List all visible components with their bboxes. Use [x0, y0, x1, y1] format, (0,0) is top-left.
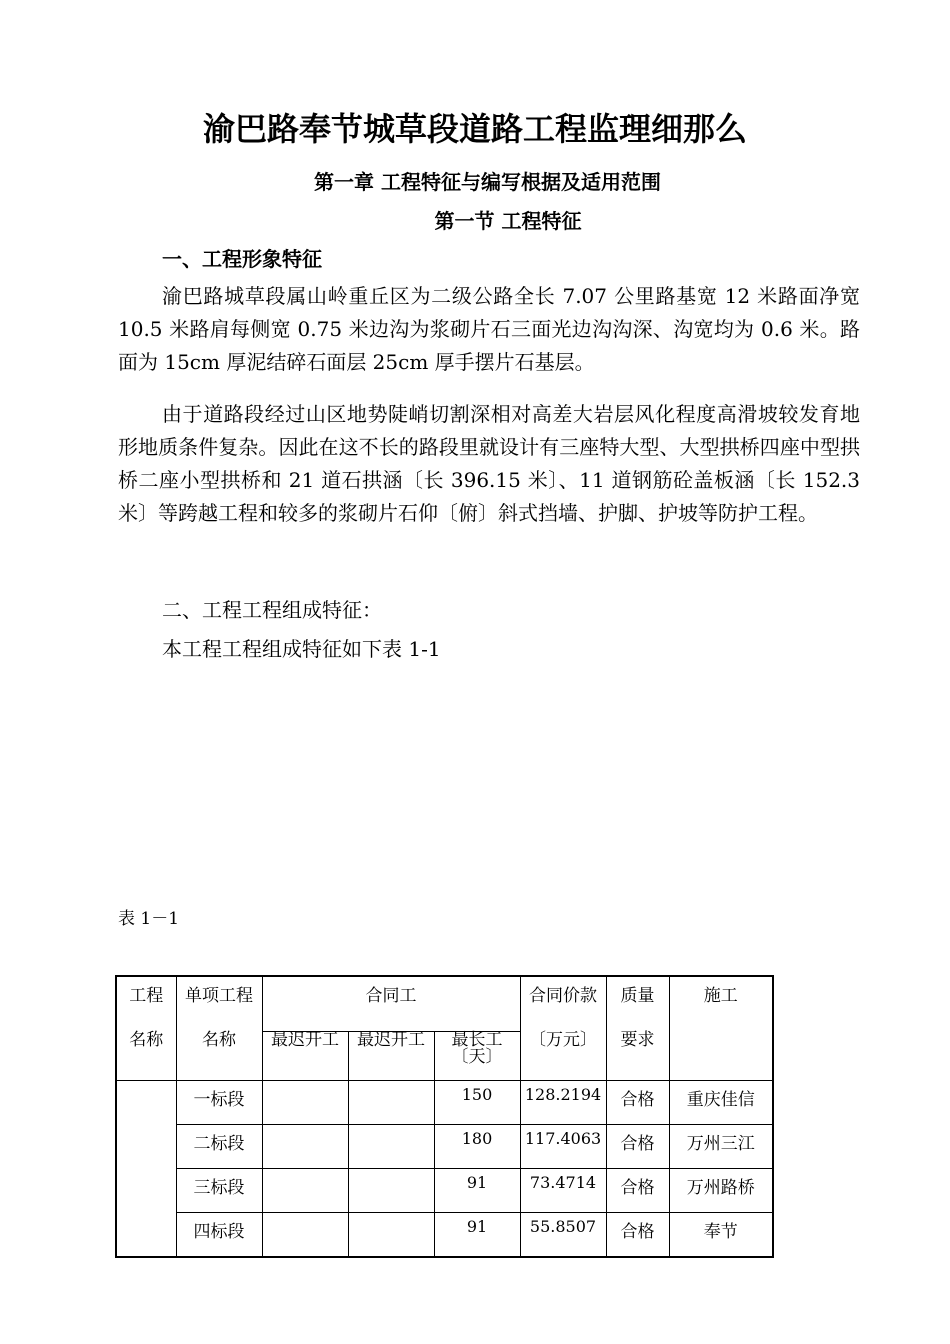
- header-contract: 合同工: [262, 976, 520, 1032]
- header-project-name: 名称: [116, 1032, 176, 1081]
- row-days: 91: [434, 1213, 520, 1258]
- header-longest-days: 最长工〔天〕: [434, 1032, 520, 1081]
- table-row: [116, 1125, 773, 1169]
- row-builder: 万州路桥: [669, 1169, 773, 1213]
- header-price: 合同价款: [520, 976, 606, 1032]
- section-heading: 第一节 工程特征: [434, 209, 582, 233]
- header-project: 工程: [116, 976, 176, 1032]
- project-table: [115, 975, 774, 1258]
- row-quality: 合格: [606, 1213, 669, 1258]
- header-price-unit: 〔万元〕: [520, 1032, 606, 1081]
- chapter-heading: 第一章 工程特征与编写根据及适用范围: [314, 170, 661, 194]
- row-quality: 合格: [606, 1169, 669, 1213]
- table-row: [116, 1081, 773, 1125]
- header-latest-start-1: 最迟开工: [262, 1032, 348, 1081]
- header-item-name: 名称: [176, 1032, 262, 1081]
- header-builder: 施工: [669, 976, 773, 1081]
- row-builder: 万州三江: [669, 1125, 773, 1169]
- table-reference-line: 本工程工程组成特征如下表 1-1: [162, 637, 441, 661]
- row-name: 一标段: [176, 1081, 262, 1125]
- project-name-cell: [116, 1081, 176, 1258]
- row-start-1: [262, 1125, 348, 1169]
- row-start-2: [348, 1213, 434, 1258]
- row-quality: 合格: [606, 1081, 669, 1125]
- header-item: 单项工程: [176, 976, 262, 1032]
- row-price: 128.2194: [520, 1081, 606, 1125]
- header-quality-req: 要求: [606, 1032, 669, 1081]
- row-builder: 奉节: [669, 1213, 773, 1258]
- row-builder: 重庆佳信: [669, 1081, 773, 1125]
- paragraph-2: 由于道路段经过山区地势陡峭切割深相对高差大岩层风化程度高滑坡较发育地形地质条件复杂。因此在这不长的路段里就设计有三座特大型、大型拱桥四座中型拱桥二座小型拱桥和 21 道石拱涵〔长 396.15 米〕、11 道钢筋砼盖板涵〔长 152.3 米〕等跨越工程和较多的浆砌片石仰〔俯〕斜式挡墙、护脚、护坡等防护工程。: [118, 402, 860, 525]
- row-price: 55.8507: [520, 1213, 606, 1258]
- document-title: 渝巴路奉节城草段道路工程监理细那么: [202, 110, 747, 148]
- row-days: 180: [434, 1125, 520, 1169]
- table-row: [116, 1213, 773, 1258]
- row-start-2: [348, 1169, 434, 1213]
- row-start-2: [348, 1125, 434, 1169]
- header-latest-start-2: 最迟开工: [348, 1032, 434, 1081]
- row-start-1: [262, 1213, 348, 1258]
- row-quality: 合格: [606, 1125, 669, 1169]
- table-row: [116, 1169, 773, 1213]
- subheading-1: 一、工程形象特征: [162, 247, 322, 271]
- row-days: 91: [434, 1169, 520, 1213]
- row-start-1: [262, 1169, 348, 1213]
- header-quality: 质量: [606, 976, 669, 1032]
- row-days: 150: [434, 1081, 520, 1125]
- row-name: 三标段: [176, 1169, 262, 1213]
- row-price: 73.4714: [520, 1169, 606, 1213]
- row-start-1: [262, 1081, 348, 1125]
- row-price: 117.4063: [520, 1125, 606, 1169]
- row-name: 二标段: [176, 1125, 262, 1169]
- row-name: 四标段: [176, 1213, 262, 1258]
- table-caption: 表 1－1: [118, 909, 180, 929]
- row-start-2: [348, 1081, 434, 1125]
- subheading-2: 二、工程工程组成特征：: [162, 598, 382, 622]
- paragraph-1: 渝巴路城草段属山岭重丘区为二级公路全长 7.07 公里路基宽 12 米路面净宽 10.5 米路肩每侧宽 0.75 米边沟为浆砌片石三面光边沟沟深、沟宽均为 0.6 米。路面为 15cm 厚泥结碎石面层 25cm 厚手摆片石基层。: [118, 284, 860, 374]
